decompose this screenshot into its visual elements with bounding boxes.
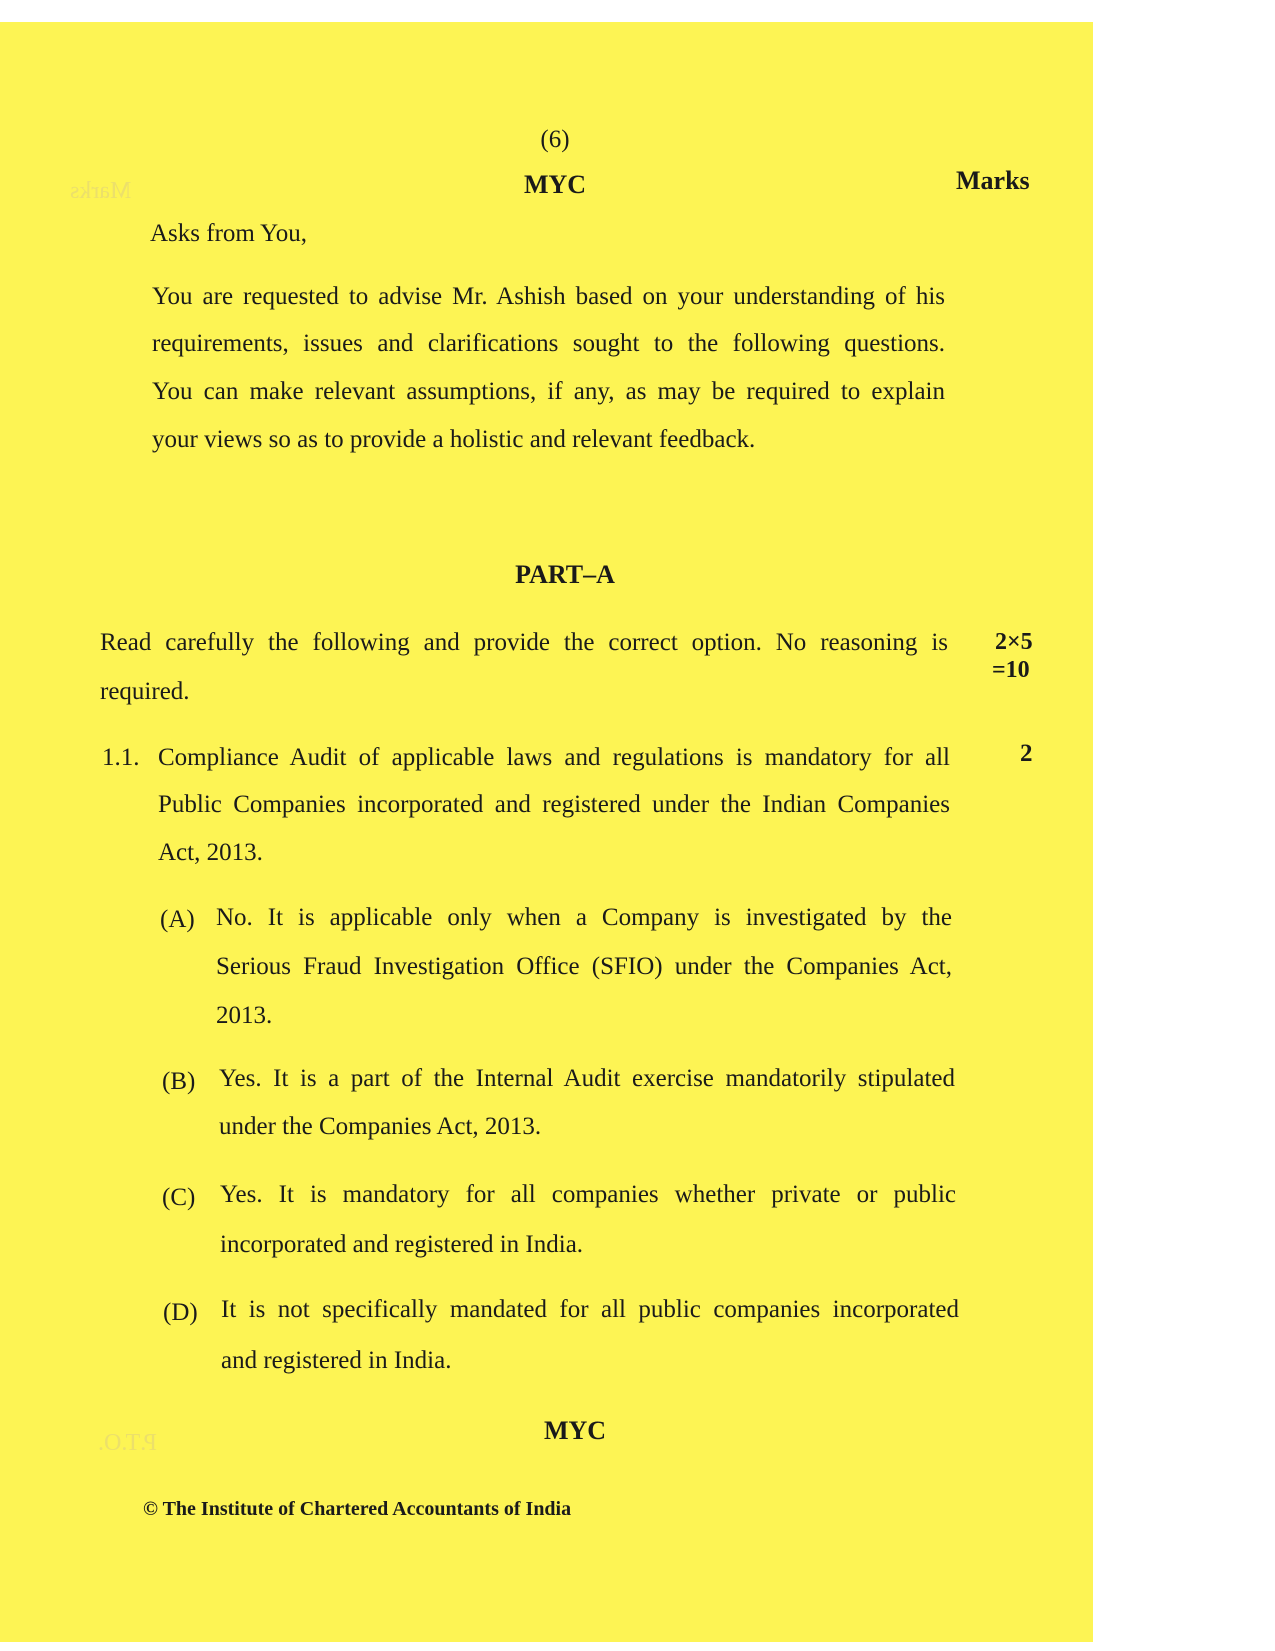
option-b-line-2: under the Companies Act, 2013.	[219, 1113, 542, 1140]
question-marks: 2	[1020, 740, 1033, 767]
paper-code-footer: MYC	[543, 1416, 607, 1445]
page-number: (6)	[540, 126, 570, 153]
part-a-instruction-line-1: Read carefully the following and provide the correct option. No reasoning is	[100, 629, 948, 656]
option-d-line-2: and registered in India.	[221, 1347, 452, 1374]
question-line-2: Public Companies incorporated and registered under the Indian Companies	[158, 791, 950, 818]
bleed-through-marks: Marks	[70, 178, 132, 204]
part-a-instruction-line-2: required.	[100, 678, 190, 705]
copyright-notice: © The Institute of Chartered Accountants of India	[143, 1498, 572, 1520]
option-a-line-3: 2013.	[216, 1002, 273, 1029]
part-a-marks-line-2: =10	[992, 657, 1030, 683]
option-c-label: (C)	[162, 1184, 196, 1211]
part-a-heading: PART–A	[515, 560, 615, 589]
option-a-label: (A)	[160, 906, 195, 933]
question-number: 1.1.	[102, 744, 140, 771]
option-c-line-1: Yes. It is mandatory for all companies whether private or public	[220, 1181, 956, 1208]
option-d-line-1: It is not specifically mandated for all public companies incorporated	[221, 1296, 959, 1323]
paper-code-header: MYC	[523, 170, 587, 199]
option-c-line-2: incorporated and registered in India.	[220, 1231, 584, 1258]
option-b-line-1: Yes. It is a part of the Internal Audit exercise mandatorily stipulated	[219, 1065, 955, 1092]
question-line-1: Compliance Audit of applicable laws and regulations is mandatory for all	[158, 744, 950, 771]
option-b-label: (B)	[162, 1068, 196, 1095]
intro-paragraph-line-3: You can make relevant assumptions, if any, as may be required to explain	[152, 378, 945, 405]
marks-column-header: Marks	[956, 166, 1030, 195]
intro-paragraph-line-2: requirements, issues and clarifications sought to the following questions.	[152, 330, 945, 357]
intro-line: Asks from You,	[150, 220, 307, 247]
question-line-3: Act, 2013.	[158, 839, 263, 866]
bleed-through-pto: P.T.O.	[98, 1430, 157, 1456]
intro-paragraph-line-1: You are requested to advise Mr. Ashish based on your understanding of his	[152, 283, 945, 310]
option-d-label: (D)	[163, 1299, 198, 1326]
part-a-marks-line-1: 2×5	[995, 629, 1033, 655]
option-a-line-1: No. It is applicable only when a Company is investigated by the	[216, 904, 952, 931]
exam-page	[0, 22, 1093, 1642]
intro-paragraph-line-4: your views so as to provide a holistic and relevant feedback.	[152, 426, 756, 453]
option-a-line-2: Serious Fraud Investigation Office (SFIO) under the Companies Act,	[216, 953, 952, 980]
